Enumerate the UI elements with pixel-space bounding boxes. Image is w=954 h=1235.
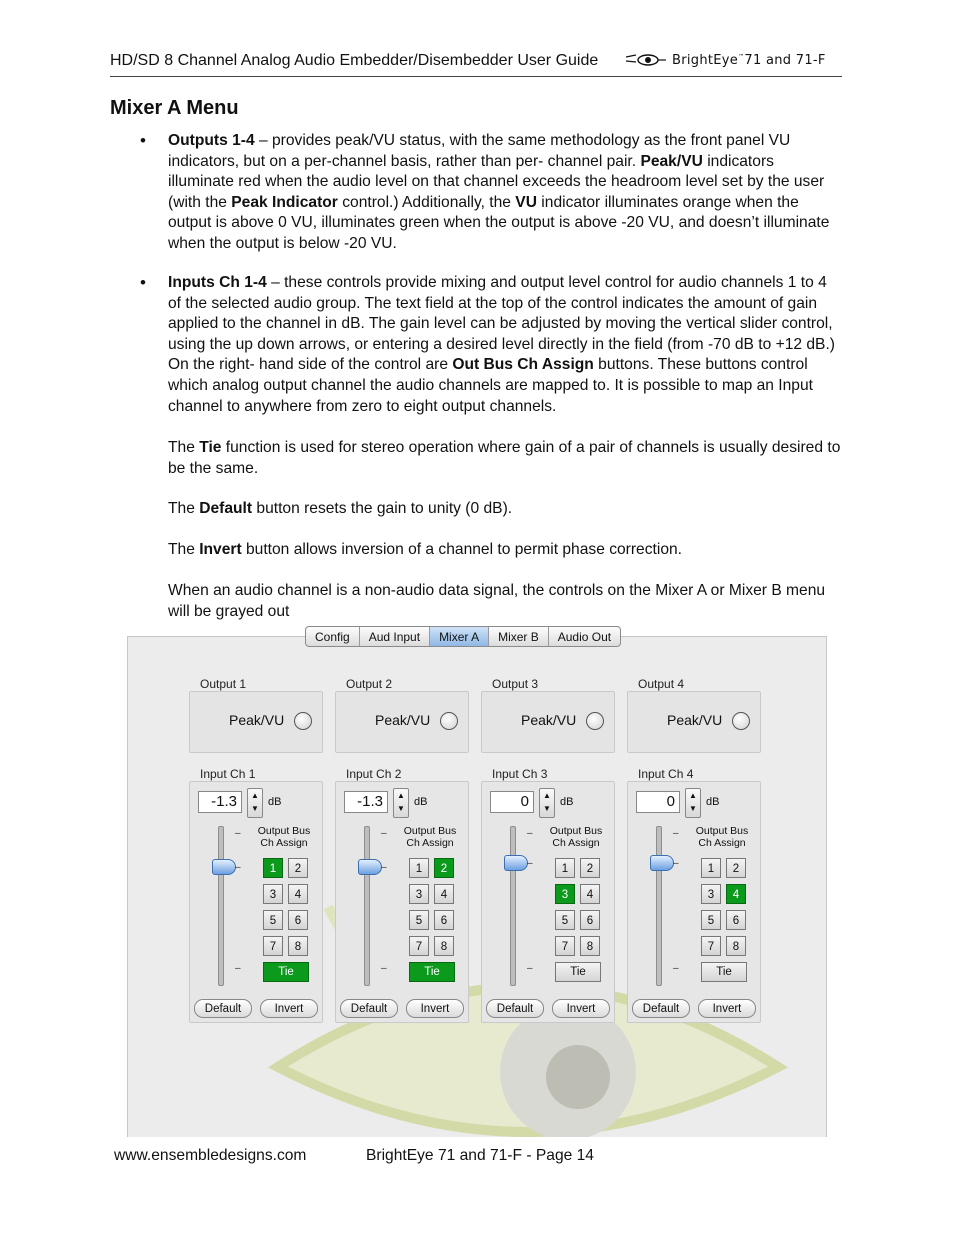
- gain-stepper[interactable]: [247, 788, 263, 818]
- ch-assign-button-8[interactable]: 8: [434, 936, 454, 956]
- output-group-label: Output 4: [638, 677, 685, 691]
- default-button[interactable]: Default: [486, 999, 544, 1018]
- gain-input[interactable]: 0: [636, 791, 680, 813]
- inputs-paragraph: Inputs Ch 1-4 – these controls provide mixing and output level control for audio channels 1 to 4 of the selected audio group. The text field at the top of the control indicates the amount of gain applied to the channel in dB. The gain level can be adjusted by moving the vertical slider control, using the up down arrows, or entering a desired level directly in the field (from -70 dB to +12 dB.) On the right- hand side of the control are Out Bus Ch Assign buttons. These buttons control which analog output channel the audio channels are mapped to. It is possible to map an Input channel to anywhere from zero to eight output channels.: [168, 274, 835, 415]
- brand-logo: [626, 52, 826, 68]
- header-title: HD/SD 8 Channel Analog Audio Embedder/Disembedder User Guide: [110, 52, 599, 69]
- peak-vu-led-icon: [294, 712, 312, 730]
- ch-assign-button-7[interactable]: 7: [263, 936, 283, 956]
- ch-assign-button-4[interactable]: 4: [434, 884, 454, 904]
- ch-assign-button-8[interactable]: 8: [288, 936, 308, 956]
- ch-assign-button-2[interactable]: 2: [288, 858, 308, 878]
- gain-slider-track[interactable]: [510, 826, 516, 986]
- tab-config[interactable]: Config: [306, 627, 360, 646]
- spin-down-icon[interactable]: ▼: [251, 804, 259, 813]
- slider-tick-bottom: –: [235, 963, 241, 974]
- ch-assign-button-1[interactable]: 1: [409, 858, 429, 878]
- gain-input[interactable]: 0: [490, 791, 534, 813]
- ch-assign-button-5[interactable]: 5: [263, 910, 283, 930]
- header-rule: [110, 76, 842, 77]
- tie-paragraph: The Tie function is used for stereo operation where gain of a pair of channels is usually desired to be the same.: [168, 439, 841, 477]
- section-title: Mixer A Menu: [110, 97, 239, 119]
- db-unit-label: dB: [706, 796, 720, 808]
- spin-up-icon[interactable]: ▲: [543, 791, 551, 800]
- output-bus-label-2: Ch Assign: [260, 837, 308, 849]
- gain-input[interactable]: -1.3: [344, 791, 388, 813]
- tab-mixer-b[interactable]: Mixer B: [489, 627, 549, 646]
- output-bus-label-2: Ch Assign: [698, 837, 746, 849]
- tab-bar: [305, 626, 621, 647]
- ch-assign-button-5[interactable]: 5: [409, 910, 429, 930]
- peak-vu-label: Peak/VU: [521, 712, 577, 728]
- output-bus-label-1: Output Bus: [549, 825, 603, 837]
- gain-stepper[interactable]: [539, 788, 555, 818]
- peak-vu-label: Peak/VU: [375, 712, 431, 728]
- output-bus-label-1: Output Bus: [257, 825, 311, 837]
- slider-tick-unity: –: [527, 858, 533, 869]
- ch-assign-button-1[interactable]: 1: [701, 858, 721, 878]
- ch-assign-button-6[interactable]: 6: [580, 910, 600, 930]
- spin-up-icon[interactable]: ▲: [397, 791, 405, 800]
- slider-tick-bottom: –: [381, 963, 387, 974]
- ch-assign-button-6[interactable]: 6: [288, 910, 308, 930]
- gain-stepper[interactable]: [685, 788, 701, 818]
- tie-button[interactable]: Tie: [701, 962, 747, 982]
- slider-tick-top: –: [673, 828, 679, 839]
- outputs-paragraph: Outputs 1-4 – provides peak/VU status, with the same methodology as the front panel VU indicators, but on a per-channel basis, rather than per- channel pair. Peak/VU indicators illuminate red when the audio level on that channel exceeds the headroom level set by the user (with the Peak Indicator control.) Additionally, the VU indicator illuminates orange when the output is above 0 VU, illuminates green when the output is above -20 VU, and doesn’t illuminate when the output is below -20 VU.: [168, 132, 830, 252]
- invert-button[interactable]: Invert: [260, 999, 318, 1018]
- gain-slider-track[interactable]: [656, 826, 662, 986]
- gain-slider-track[interactable]: [364, 826, 370, 986]
- output-group-label: Output 3: [492, 677, 539, 691]
- output-group-label: Output 1: [200, 677, 247, 691]
- ch-assign-button-8[interactable]: 8: [580, 936, 600, 956]
- spin-down-icon[interactable]: ▼: [689, 804, 697, 813]
- gain-input[interactable]: -1.3: [198, 791, 242, 813]
- invert-paragraph: The Invert button allows inversion of a channel to permit phase correction.: [168, 541, 683, 558]
- slider-tick-unity: –: [381, 862, 387, 873]
- ch-assign-button-6[interactable]: 6: [434, 910, 454, 930]
- peak-vu-led-icon: [440, 712, 458, 730]
- eye-logo-icon: [626, 52, 666, 68]
- ch-assign-button-3[interactable]: 3: [409, 884, 429, 904]
- spin-up-icon[interactable]: ▲: [251, 791, 259, 800]
- invert-button[interactable]: Invert: [552, 999, 610, 1018]
- ch-assign-button-7[interactable]: 7: [409, 936, 429, 956]
- default-paragraph: The Default button resets the gain to unity (0 dB).: [168, 500, 513, 517]
- grayed-paragraph: When an audio channel is a non-audio data signal, the controls on the Mixer A or Mixer B menu will be grayed out: [168, 582, 826, 620]
- output-bus-label-1: Output Bus: [403, 825, 457, 837]
- bullet-dot: •: [140, 131, 146, 150]
- peak-vu-led-icon: [586, 712, 604, 730]
- ch-assign-button-4[interactable]: 4: [726, 884, 746, 904]
- ch-assign-button-6[interactable]: 6: [726, 910, 746, 930]
- db-unit-label: dB: [560, 796, 574, 808]
- spin-down-icon[interactable]: ▼: [397, 804, 405, 813]
- ch-assign-button-5[interactable]: 5: [555, 910, 575, 930]
- tab-aud-input[interactable]: Aud Input: [360, 627, 430, 646]
- tie-button[interactable]: Tie: [263, 962, 309, 982]
- tie-button[interactable]: Tie: [555, 962, 601, 982]
- footer-page: BrightEye 71 and 71-F - Page 14: [366, 1147, 594, 1164]
- spin-up-icon[interactable]: ▲: [689, 791, 697, 800]
- invert-button[interactable]: Invert: [406, 999, 464, 1018]
- slider-tick-unity: –: [235, 862, 241, 873]
- footer-url: www.ensembledesigns.com: [114, 1147, 307, 1164]
- slider-tick-unity: –: [673, 858, 679, 869]
- gain-slider-thumb[interactable]: [650, 855, 674, 871]
- slider-tick-top: –: [381, 828, 387, 839]
- ch-assign-button-8[interactable]: 8: [726, 936, 746, 956]
- ch-assign-button-5[interactable]: 5: [701, 910, 721, 930]
- default-button[interactable]: Default: [632, 999, 690, 1018]
- ch-assign-button-1[interactable]: 1: [555, 858, 575, 878]
- gain-slider-thumb[interactable]: [504, 855, 528, 871]
- ch-assign-button-3[interactable]: 3: [701, 884, 721, 904]
- output-bus-label-1: Output Bus: [695, 825, 749, 837]
- ch-assign-button-2[interactable]: 2: [580, 858, 600, 878]
- default-button[interactable]: Default: [340, 999, 398, 1018]
- output-bus-label-2: Ch Assign: [406, 837, 454, 849]
- ch-assign-button-7[interactable]: 7: [701, 936, 721, 956]
- peak-vu-led-icon: [732, 712, 750, 730]
- input-group-label: Input Ch 4: [638, 767, 694, 781]
- slider-tick-top: –: [235, 828, 241, 839]
- peak-vu-label: Peak/VU: [229, 712, 285, 728]
- input-group-label: Input Ch 3: [492, 767, 548, 781]
- default-button[interactable]: Default: [194, 999, 252, 1018]
- ch-assign-button-4[interactable]: 4: [288, 884, 308, 904]
- tab-audio-out[interactable]: Audio Out: [557, 630, 612, 644]
- gain-stepper[interactable]: [393, 788, 409, 818]
- ch-assign-button-7[interactable]: 7: [555, 936, 575, 956]
- db-unit-label: dB: [268, 796, 282, 808]
- ch-assign-button-4[interactable]: 4: [580, 884, 600, 904]
- spin-down-icon[interactable]: ▼: [543, 804, 551, 813]
- input-group-label: Input Ch 1: [200, 767, 256, 781]
- brand-name: BrightEye™71 and 71-F: [672, 52, 826, 68]
- bullet-dot: •: [140, 273, 146, 292]
- ch-assign-button-3[interactable]: 3: [555, 884, 575, 904]
- db-unit-label: dB: [414, 796, 428, 808]
- ch-assign-button-3[interactable]: 3: [263, 884, 283, 904]
- gain-slider-thumb[interactable]: [358, 859, 382, 875]
- slider-tick-top: –: [527, 828, 533, 839]
- gain-slider-thumb[interactable]: [212, 859, 236, 875]
- slider-tick-bottom: –: [527, 963, 533, 974]
- peak-vu-label: Peak/VU: [667, 712, 723, 728]
- output-group-label: Output 2: [346, 677, 393, 691]
- ch-assign-button-1[interactable]: 1: [263, 858, 283, 878]
- output-bus-label-2: Ch Assign: [552, 837, 600, 849]
- ch-assign-button-2[interactable]: 2: [726, 858, 746, 878]
- invert-button[interactable]: Invert: [698, 999, 756, 1018]
- slider-tick-bottom: –: [673, 963, 679, 974]
- tab-mixer-a[interactable]: Mixer A: [430, 627, 489, 646]
- tie-button[interactable]: Tie: [409, 962, 455, 982]
- gain-slider-track[interactable]: [218, 826, 224, 986]
- ch-assign-button-2[interactable]: 2: [434, 858, 454, 878]
- input-group-label: Input Ch 2: [346, 767, 402, 781]
